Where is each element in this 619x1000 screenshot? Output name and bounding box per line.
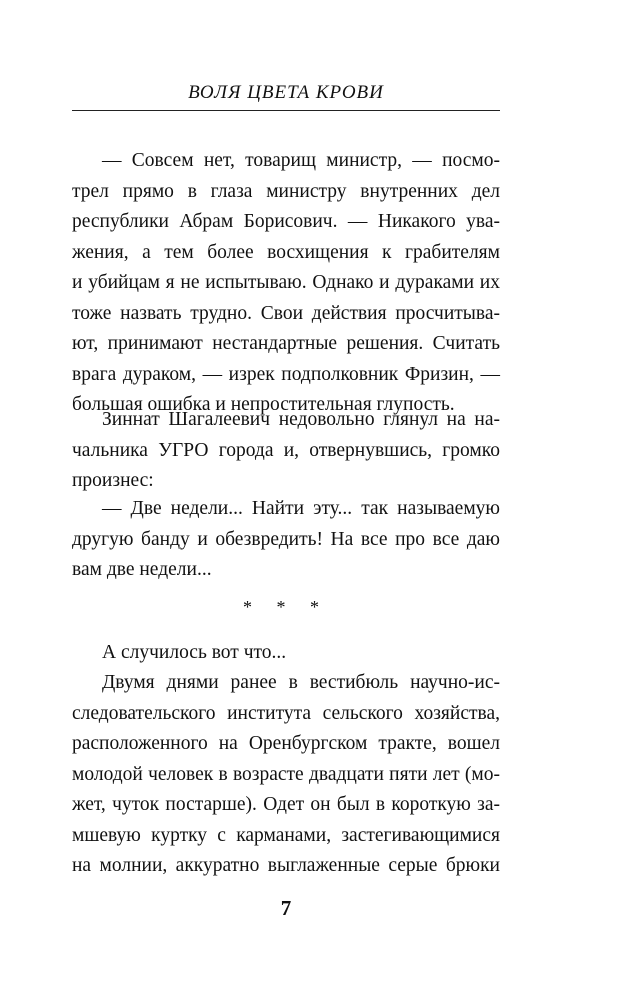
running-title: ВОЛЯ ЦВЕТА КРОВИ: [188, 82, 384, 103]
text-line: вам две недели...: [72, 559, 212, 580]
text-line: мшевую куртку с карманами, застегивающимися: [72, 824, 500, 846]
text-line: — Совсем нет, товарищ министр, — посмо-: [102, 150, 500, 171]
text-line: А случилось вот что...: [102, 642, 287, 663]
text-line: жет, чуток постарше). Одет он был в короткую за-: [72, 794, 500, 815]
text-line: большая ошибка и непростительная глупость.: [72, 394, 455, 415]
text-line: врага дураком, — изрек подполковник Фризин, —: [72, 363, 500, 385]
paragraph-1: [72, 146, 500, 421]
text-line: расположенного на Оренбургском тракте, вошел: [72, 733, 500, 754]
text-line: Двумя днями ранее в вестибюль научно-ис-: [102, 672, 500, 693]
text-line: тоже назвать трудно. Свои действия просчитыва-: [72, 302, 500, 324]
text-line: и убийцам я не испытываю. Однако и дураками их: [72, 272, 500, 293]
text-line: трел прямо в глаза министру внутренних дел: [72, 180, 500, 202]
header-rule: [72, 110, 500, 111]
text-line: на молнии, аккуратно выглаженные серые брюки: [72, 855, 500, 876]
text-line: произнес:: [72, 470, 154, 491]
page-number: 7: [280, 896, 292, 920]
paragraph-4: [72, 638, 500, 669]
text-line: другую банду и обезвредить! На все про все даю: [72, 528, 500, 550]
text-line: республики Абрам Борисович. — Никакого ува-: [72, 211, 500, 232]
text-line: Зиннат Шагалеевич недовольно глянул на на-: [102, 409, 500, 430]
text-line: ют, принимают нестандартные решения. Считать: [72, 333, 500, 354]
section-separator: * * *: [243, 597, 329, 617]
paragraph-3: [72, 494, 500, 586]
text-line: чальника УГРО города и, отвернувшись, громко: [72, 439, 500, 461]
text-line: молодой человек в возрасте двадцати пяти лет (мо-: [72, 763, 500, 785]
text-line: следовательского института сельского хозяйства,: [72, 702, 500, 724]
text-line: жения, а тем более восхищения к грабителям: [72, 241, 500, 263]
text-line: — Две недели... Найти эту... так называемую: [102, 498, 500, 519]
paragraph-5: [72, 668, 500, 882]
paragraph-2: [72, 405, 500, 497]
